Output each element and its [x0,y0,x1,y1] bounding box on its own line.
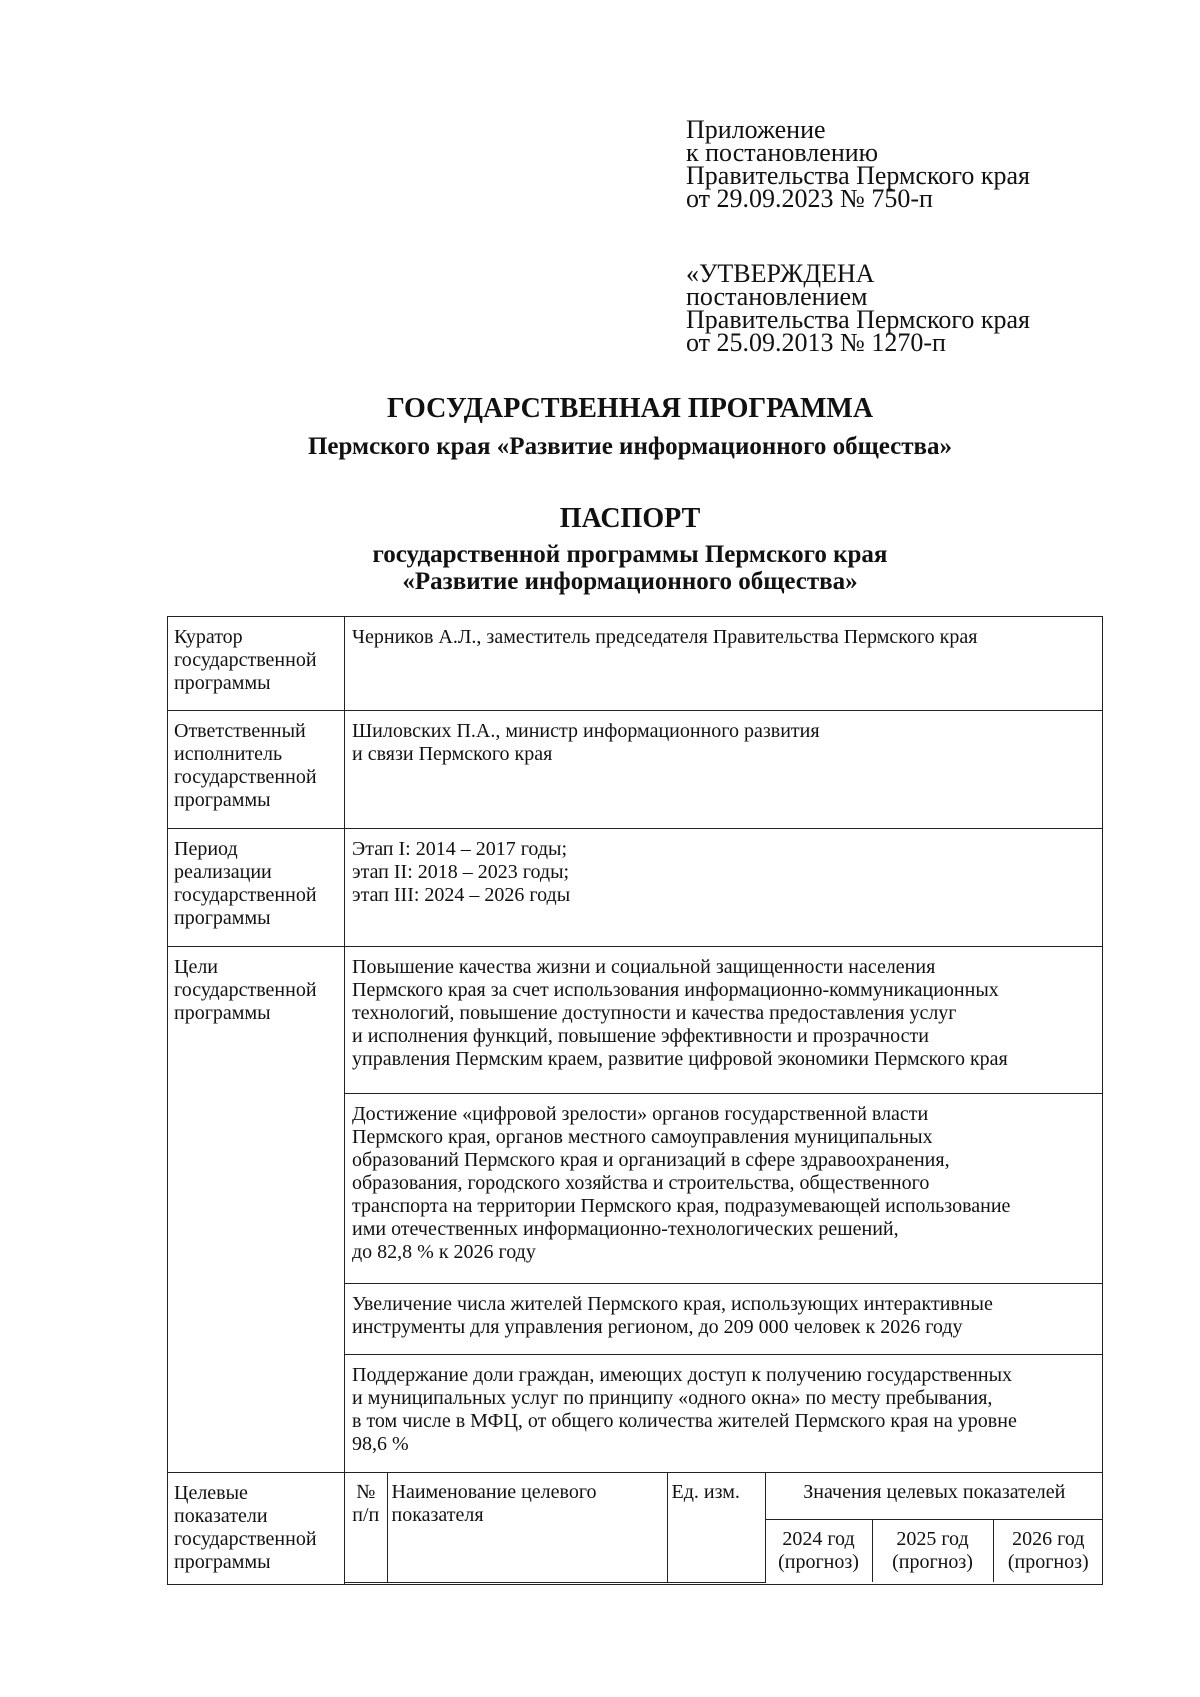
approval-block [686,259,1030,357]
table-row-indicators [168,1473,1103,1585]
period-label [168,829,345,947]
year-2026-header [993,1520,1103,1583]
label-line: исполнитель [174,743,283,765]
header-line: (прогноз) [778,1551,859,1573]
goal-line: Увеличение числа жителей Пермского края, использующих интерактивные [352,1293,993,1315]
label-line: Период [174,838,238,860]
value-line: этап III: 2024 – 2026 годы [352,884,571,906]
executor-value [345,711,1103,829]
value-line: этап II: 2018 – 2023 годы; [352,861,570,883]
table-row-curator [168,617,1103,711]
label-line: программы [174,1551,271,1573]
header-line: (прогноз) [1007,1551,1089,1573]
appendix-block [686,115,1030,213]
table-row-executor [168,711,1103,829]
goal-item [345,947,1103,1094]
approval-line: Правительства Пермского края [686,305,1030,334]
goal-line: 98,6 % [352,1433,409,1455]
value-line: Черников А.Л., заместитель председателя Правительства Пермского края [352,626,978,648]
label-line: программы [174,672,271,694]
label-line: государственной [174,979,317,1001]
indicators-header-table [345,1473,1103,1583]
col-unit-header: Ед. изм. [667,1473,765,1582]
passport-subtitle-line: «Развитие информационного общества» [402,568,858,595]
label-line: Целевые [174,1482,248,1504]
passport-title: ПАСПОРТ [559,503,701,534]
goals-label [168,947,345,1473]
value-line: и связи Пермского края [352,743,553,765]
label-line: Цели [174,956,219,978]
goal-line: Пермского края за счет использования информационно-коммуникационных [352,979,999,1001]
year-2024-header [765,1520,872,1583]
document-title: ГОСУДАРСТВЕННАЯ ПРОГРАММА [386,393,874,424]
appendix-line: Правительства Пермского края [686,161,1030,190]
label-line: Ответственный [174,720,306,742]
label-line: программы [174,789,271,811]
col-values-header: Значения целевых показателей [765,1473,1103,1520]
header-line: № [356,1481,376,1503]
label-line: государственной [174,1528,317,1550]
label-line: программы [174,1002,271,1024]
header-line: показателя [391,1504,484,1526]
col-number-header [345,1473,387,1582]
goal-line: Повышение качества жизни и социальной защищенности населения [352,956,936,978]
goal-line: инструменты для управления регионом, до 209 000 человек к 2026 году [352,1316,963,1338]
col-name-header [387,1473,667,1582]
header-line: п/п [352,1504,380,1526]
header-line: (прогноз) [892,1551,973,1573]
goal-line: в том числе в МФЦ, от общего количества жителей Пермского края на уровне [352,1410,1017,1432]
header-line: 2025 год [896,1528,969,1550]
document-subtitle: Пермского края «Развитие информационного общества» [307,433,953,460]
goal-line: Достижение «цифровой зрелости» органов государственной власти [352,1103,929,1125]
label-line: Куратор [174,626,243,648]
label-line: государственной [174,766,317,788]
period-value [345,829,1103,947]
curator-label [168,617,345,711]
goal-line: и исполнения функций, повышение эффективности и прозрачности [352,1025,929,1047]
label-line: государственной [174,884,317,906]
appendix-line: от 29.09.2023 № 750-п [686,184,933,213]
executor-label [168,711,345,829]
table-row-goal-1 [168,947,1103,1094]
curator-value [345,617,1103,711]
approval-line: от 25.09.2013 № 1270-п [686,328,946,357]
goal-line: образований Пермского края и организаций в сфере здравоохранения, [352,1149,950,1171]
value-line: Этап I: 2014 – 2017 годы; [352,838,568,860]
header-line: 2024 год [782,1528,855,1550]
indicators-header-row [345,1473,1103,1520]
goal-line: Пермского края, органов местного самоуправления муниципальных [352,1126,933,1148]
goal-line: технологий, повышение доступности и качества предоставления услуг [352,1002,957,1024]
goal-line: транспорта на территории Пермского края, подразумевающей использование [352,1195,1011,1217]
passport-subtitle-line: государственной программы Пермского края [372,541,888,568]
goal-line: управления Пермским краем, развитие цифровой экономики Пермского края [352,1048,1008,1070]
goal-line: образования, городского хозяйства и строительства, общественного [352,1172,930,1194]
goal-item [345,1355,1103,1473]
table-row-period [168,829,1103,947]
header-line: 2026 год [1012,1528,1085,1550]
appendix-line: к постановлению [686,138,879,167]
passport-subtitle [0,541,1200,595]
value-line: Шиловских П.А., министр информационного развития [352,720,820,742]
approval-line: постановлением [686,282,868,311]
header-line: Наименование целевого [391,1481,597,1503]
goal-line: до 82,8 % к 2026 году [352,1241,536,1263]
goal-item [345,1094,1103,1284]
year-2025-header [872,1520,993,1583]
indicators-label [168,1473,345,1585]
label-line: программы [174,907,271,929]
label-line: показатели [174,1505,268,1527]
goal-item [345,1284,1103,1355]
label-line: реализации [174,861,272,883]
indicators-header-cell [345,1473,1103,1585]
passport-table [167,616,1103,1585]
goal-line: ими отечественных информационно-технологических решений, [352,1218,899,1240]
appendix-line: Приложение [686,115,826,144]
approval-line: «УТВЕРЖДЕНА [686,259,875,288]
goal-line: и муниципальных услуг по принципу «одного окна» по месту пребывания, [352,1387,993,1409]
label-line: государственной [174,649,317,671]
goal-line: Поддержание доли граждан, имеющих доступ к получению государственных [352,1364,1013,1386]
